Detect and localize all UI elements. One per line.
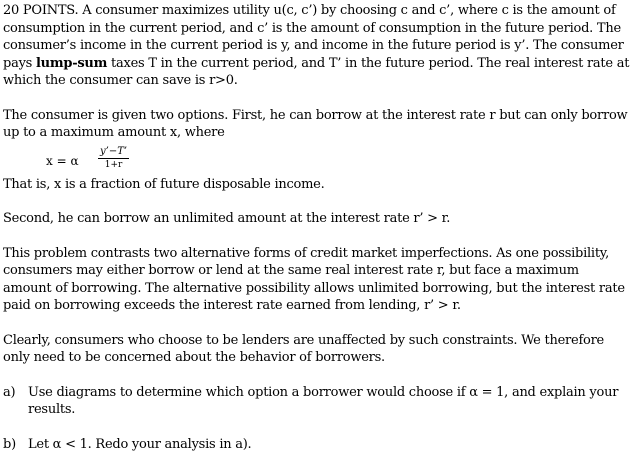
spacer [3,193,631,210]
lenders-note: Clearly, consumers who choose to be lenders are unaffected by such constraints. We therefore only need to be concerned about the behavior of borrowers. [3,332,604,365]
question-a [3,384,631,419]
spacer [3,90,631,107]
problem-intro [3,2,631,90]
question-a-text: Use diagrams to determine which option a borrower would choose if α = 1, and explain your results. [28,384,619,417]
spacer [3,367,631,384]
formula-denominator: 1+r [104,159,123,170]
spacer [3,315,631,332]
question-a-label: a) [3,384,16,400]
spacer [3,419,631,436]
spacer [3,228,631,245]
second-option: Second, he can borrow an unlimited amount at the interest rate r’ > r. [3,211,451,226]
problem-document [3,2,631,453]
fraction-note: That is, x is a fraction of future disposable income. [3,176,325,192]
intro-text-start: 20 POINTS. A consumer maximizes utility u(c, c’) by choosing c and c’, where c is the amount of consumption in the current period, and c’ is the amount of consumption in the future period. The consumer’s income in the current period is y, and income in the future period is y’. The consumer pays [3,3,624,71]
contrast-paragraph: This problem contrasts two alternative forms of credit market imperfections. As one possibility, consumers may either borrow or lend at the same real interest rate r, but face a maximum amount of borrowing. The alternative possibility allows unlimited borrowing, but the interest rate paid on borrowing exceeds the interest rate earned from lending, r’ > r. [3,245,625,313]
question-b-label: b) [3,436,16,452]
question-b-text: Let α < 1. Redo your analysis in a). [28,436,252,452]
formula-fraction [98,146,129,171]
borrowing-limit-formula [3,146,631,176]
options-intro: The consumer is given two options. First, he can borrow at the interest rate r but can only borrow up to a maximum amount x, where [3,107,628,140]
formula-numerator: y’−T’ [100,145,128,157]
intro-text-end: taxes T in the current period, and T’ in the future period. The real interest rate at which the consumer can save is r>0. [3,55,630,88]
formula-lhs: x = α [46,153,79,168]
lump-sum-term: lump-sum [35,55,108,71]
question-b [3,436,631,454]
